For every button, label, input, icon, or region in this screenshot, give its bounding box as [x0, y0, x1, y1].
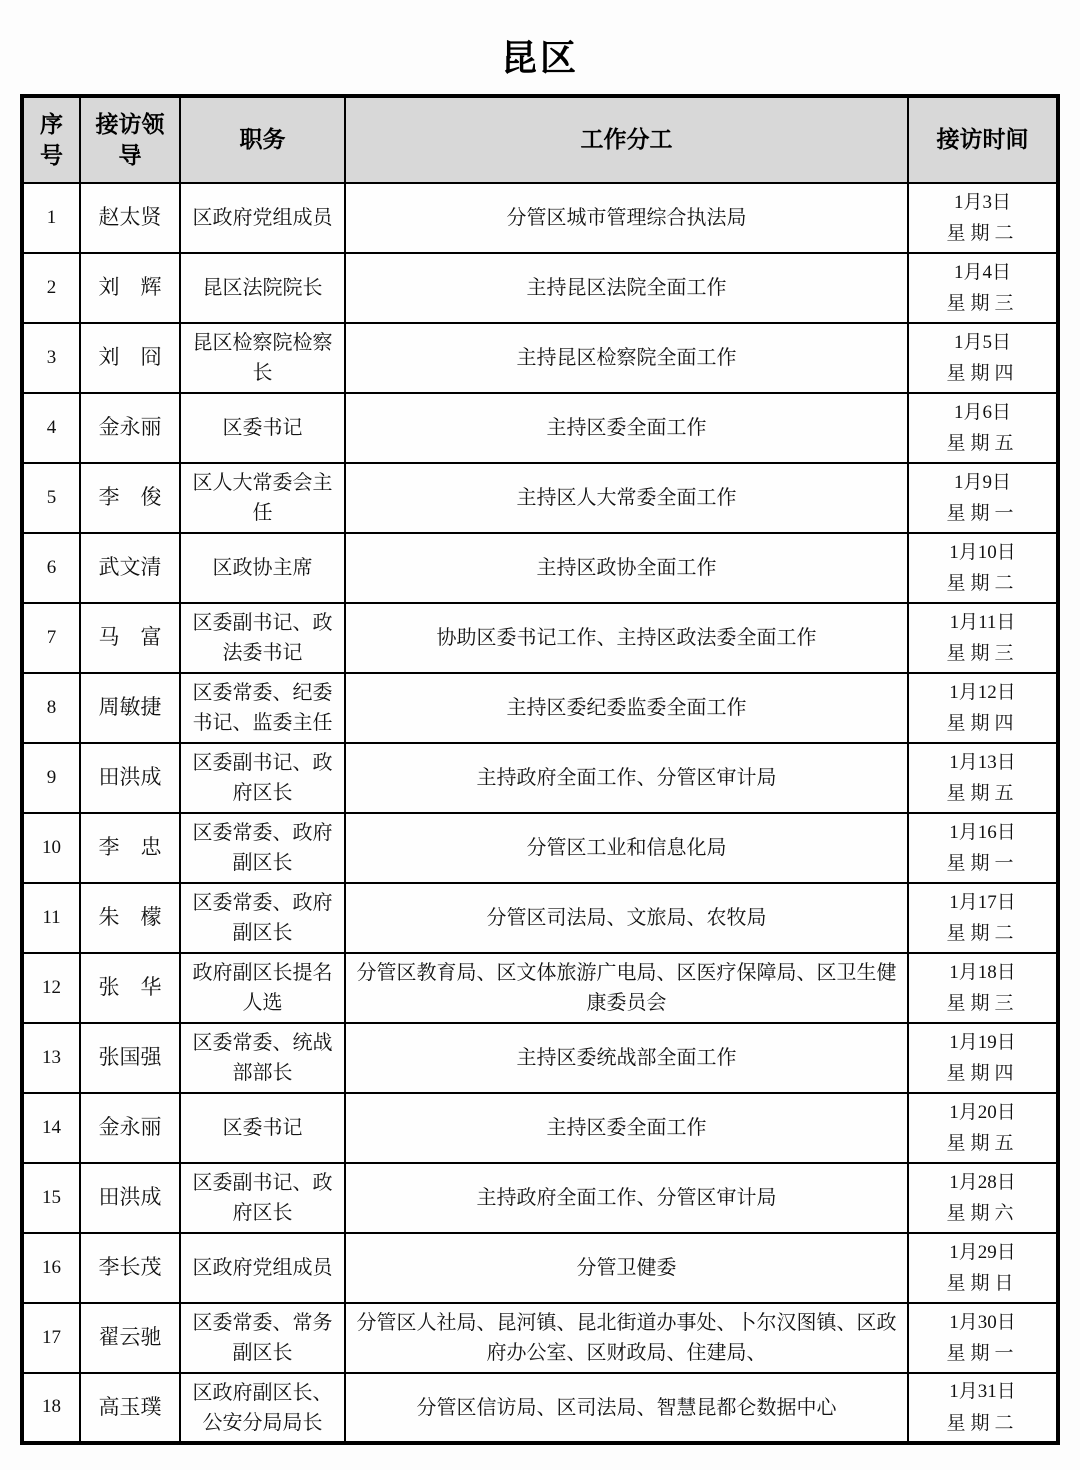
cell-leader-name: 金永丽: [80, 1093, 180, 1163]
table-row: [22, 1303, 1058, 1373]
reception-date: 1月12日: [949, 681, 1016, 703]
column-header-work-division: 工作分工: [345, 96, 908, 183]
table-row: [22, 253, 1058, 323]
column-header-receiving-leader: 接访领导: [80, 96, 180, 183]
cell-reception-time: [908, 673, 1058, 743]
cell-reception-time: [908, 393, 1058, 463]
reception-date: 1月16日: [949, 821, 1016, 843]
cell-position: 区委常委、常务副区长: [180, 1303, 345, 1373]
cell-position: 区人大常委会主任: [180, 463, 345, 533]
reception-date: 1月11日: [949, 611, 1016, 633]
cell-work-division: 协助区委书记工作、主持区政法委全面工作: [345, 603, 908, 673]
cell-position: 区委常委、纪委书记、监委主任: [180, 673, 345, 743]
reception-weekday: 星期三: [946, 293, 1019, 314]
cell-leader-name: 李 忠: [80, 813, 180, 883]
cell-position: 区委副书记、政法委书记: [180, 603, 345, 673]
cell-leader-name: 刘 冏: [80, 323, 180, 393]
cell-leader-name: 张国强: [80, 1023, 180, 1093]
reception-date: 1月29日: [949, 1241, 1016, 1263]
cell-leader-name: 赵太贤: [80, 183, 180, 253]
cell-reception-time: [908, 463, 1058, 533]
cell-reception-time: [908, 813, 1058, 883]
reception-weekday: 星期一: [946, 853, 1019, 874]
cell-position: 区委副书记、政府区长: [180, 743, 345, 813]
cell-serial-number: 11: [22, 883, 80, 953]
table-row: [22, 393, 1058, 463]
cell-work-division: 分管区人社局、昆河镇、昆北街道办事处、卜尔汉图镇、区政府办公室、区财政局、住建局、: [345, 1303, 908, 1373]
reception-weekday: 星期二: [946, 923, 1019, 944]
table-row: [22, 603, 1058, 673]
cell-serial-number: 8: [22, 673, 80, 743]
table-row: [22, 1373, 1058, 1443]
cell-leader-name: 朱 檬: [80, 883, 180, 953]
reception-weekday: 星期五: [946, 783, 1019, 804]
cell-leader-name: 高玉璞: [80, 1373, 180, 1443]
cell-position: 区委副书记、政府区长: [180, 1163, 345, 1233]
reception-schedule-table: [20, 94, 1060, 1445]
cell-leader-name: 李长茂: [80, 1233, 180, 1303]
table-body: [22, 183, 1058, 1443]
cell-serial-number: 3: [22, 323, 80, 393]
cell-position: 区政府副区长、公安分局局长: [180, 1373, 345, 1443]
cell-leader-name: 周敏捷: [80, 673, 180, 743]
table-row: [22, 1093, 1058, 1163]
reception-weekday: 星期二: [946, 223, 1019, 244]
cell-position: 区政府党组成员: [180, 1233, 345, 1303]
cell-work-division: 主持政府全面工作、分管区审计局: [345, 743, 908, 813]
cell-work-division: 主持昆区检察院全面工作: [345, 323, 908, 393]
cell-work-division: 主持区委纪委监委全面工作: [345, 673, 908, 743]
reception-date: 1月6日: [953, 401, 1011, 423]
cell-position: 区委常委、统战部部长: [180, 1023, 345, 1093]
cell-serial-number: 18: [22, 1373, 80, 1443]
cell-serial-number: 4: [22, 393, 80, 463]
reception-weekday: 星期四: [946, 1063, 1019, 1084]
cell-reception-time: [908, 1023, 1058, 1093]
reception-date: 1月9日: [953, 471, 1011, 493]
reception-date: 1月20日: [949, 1101, 1016, 1123]
cell-serial-number: 6: [22, 533, 80, 603]
reception-weekday: 星期五: [946, 433, 1019, 454]
reception-date: 1月19日: [949, 1031, 1016, 1053]
cell-serial-number: 5: [22, 463, 80, 533]
cell-serial-number: 16: [22, 1233, 80, 1303]
cell-reception-time: [908, 743, 1058, 813]
cell-serial-number: 17: [22, 1303, 80, 1373]
reception-weekday: 星期三: [946, 643, 1019, 664]
cell-serial-number: 12: [22, 953, 80, 1023]
cell-work-division: 分管卫健委: [345, 1233, 908, 1303]
cell-position: 区委书记: [180, 393, 345, 463]
cell-leader-name: 金永丽: [80, 393, 180, 463]
cell-position: 昆区检察院检察长: [180, 323, 345, 393]
cell-serial-number: 10: [22, 813, 80, 883]
table-row: [22, 463, 1058, 533]
cell-work-division: 主持区政协全面工作: [345, 533, 908, 603]
cell-serial-number: 2: [22, 253, 80, 323]
reception-weekday: 星期一: [946, 1343, 1019, 1364]
cell-leader-name: 翟云驰: [80, 1303, 180, 1373]
cell-reception-time: [908, 1233, 1058, 1303]
reception-weekday: 星期日: [946, 1273, 1019, 1294]
table-row: [22, 1233, 1058, 1303]
cell-leader-name: 马 富: [80, 603, 180, 673]
cell-leader-name: 田洪成: [80, 743, 180, 813]
cell-work-division: 分管区教育局、区文体旅游广电局、区医疗保障局、区卫生健康委员会: [345, 953, 908, 1023]
cell-work-division: 主持区委全面工作: [345, 1093, 908, 1163]
table-row: [22, 533, 1058, 603]
table-row: [22, 1023, 1058, 1093]
cell-serial-number: 9: [22, 743, 80, 813]
column-header-reception-time: 接访时间: [908, 96, 1058, 183]
table-row: [22, 183, 1058, 253]
reception-date: 1月30日: [949, 1311, 1016, 1333]
cell-position: 区政府党组成员: [180, 183, 345, 253]
column-header-serial-number: 序号: [22, 96, 80, 183]
reception-date: 1月3日: [953, 191, 1011, 213]
reception-weekday: 星期二: [946, 1412, 1019, 1434]
cell-serial-number: 13: [22, 1023, 80, 1093]
cell-leader-name: 李 俊: [80, 463, 180, 533]
reception-weekday: 星期一: [946, 503, 1019, 524]
reception-date: 1月31日: [949, 1381, 1016, 1403]
cell-serial-number: 14: [22, 1093, 80, 1163]
cell-reception-time: [908, 1373, 1058, 1443]
cell-reception-time: [908, 883, 1058, 953]
cell-position: 区政协主席: [180, 533, 345, 603]
cell-reception-time: [908, 1303, 1058, 1373]
cell-reception-time: [908, 1163, 1058, 1233]
reception-weekday: 星期三: [946, 993, 1019, 1014]
cell-work-division: 分管区信访局、区司法局、智慧昆都仑数据中心: [345, 1373, 908, 1443]
cell-reception-time: [908, 533, 1058, 603]
page-title: 昆区: [500, 37, 579, 78]
reception-date: 1月4日: [953, 261, 1011, 283]
reception-weekday: 星期四: [946, 713, 1019, 734]
cell-work-division: 主持昆区法院全面工作: [345, 253, 908, 323]
reception-date: 1月17日: [949, 891, 1016, 913]
table-row: [22, 883, 1058, 953]
cell-leader-name: 武文清: [80, 533, 180, 603]
reception-date: 1月5日: [953, 331, 1011, 353]
cell-reception-time: [908, 953, 1058, 1023]
cell-reception-time: [908, 253, 1058, 323]
reception-date: 1月10日: [949, 541, 1016, 563]
reception-date: 1月28日: [949, 1171, 1016, 1193]
cell-serial-number: 7: [22, 603, 80, 673]
cell-position: 区委书记: [180, 1093, 345, 1163]
cell-serial-number: 1: [22, 183, 80, 253]
cell-work-division: 分管区工业和信息化局: [345, 813, 908, 883]
reception-weekday: 星期六: [946, 1203, 1019, 1224]
cell-position: 昆区法院院长: [180, 253, 345, 323]
table-row: [22, 1163, 1058, 1233]
table-row: [22, 953, 1058, 1023]
cell-work-division: 主持区委全面工作: [345, 393, 908, 463]
cell-leader-name: 田洪成: [80, 1163, 180, 1233]
cell-position: 区委常委、政府副区长: [180, 813, 345, 883]
table-row: [22, 743, 1058, 813]
table-header-row: [22, 96, 1058, 183]
cell-reception-time: [908, 603, 1058, 673]
cell-leader-name: 张 华: [80, 953, 180, 1023]
table-row: [22, 813, 1058, 883]
cell-position: 政府副区长提名人选: [180, 953, 345, 1023]
table-row: [22, 323, 1058, 393]
cell-reception-time: [908, 323, 1058, 393]
cell-work-division: 主持区人大常委全面工作: [345, 463, 908, 533]
cell-work-division: 分管区城市管理综合执法局: [345, 183, 908, 253]
reception-weekday: 星期二: [946, 573, 1019, 594]
cell-reception-time: [908, 183, 1058, 253]
cell-work-division: 主持区委统战部全面工作: [345, 1023, 908, 1093]
cell-reception-time: [908, 1093, 1058, 1163]
table-row: [22, 673, 1058, 743]
reception-weekday: 星期五: [946, 1133, 1019, 1154]
cell-work-division: 主持政府全面工作、分管区审计局: [345, 1163, 908, 1233]
reception-date: 1月18日: [949, 961, 1016, 983]
column-header-position: 职务: [180, 96, 345, 183]
cell-leader-name: 刘 辉: [80, 253, 180, 323]
reception-weekday: 星期四: [946, 363, 1019, 384]
cell-serial-number: 15: [22, 1163, 80, 1233]
cell-position: 区委常委、政府副区长: [180, 883, 345, 953]
cell-work-division: 分管区司法局、文旅局、农牧局: [345, 883, 908, 953]
reception-date: 1月13日: [949, 751, 1016, 773]
